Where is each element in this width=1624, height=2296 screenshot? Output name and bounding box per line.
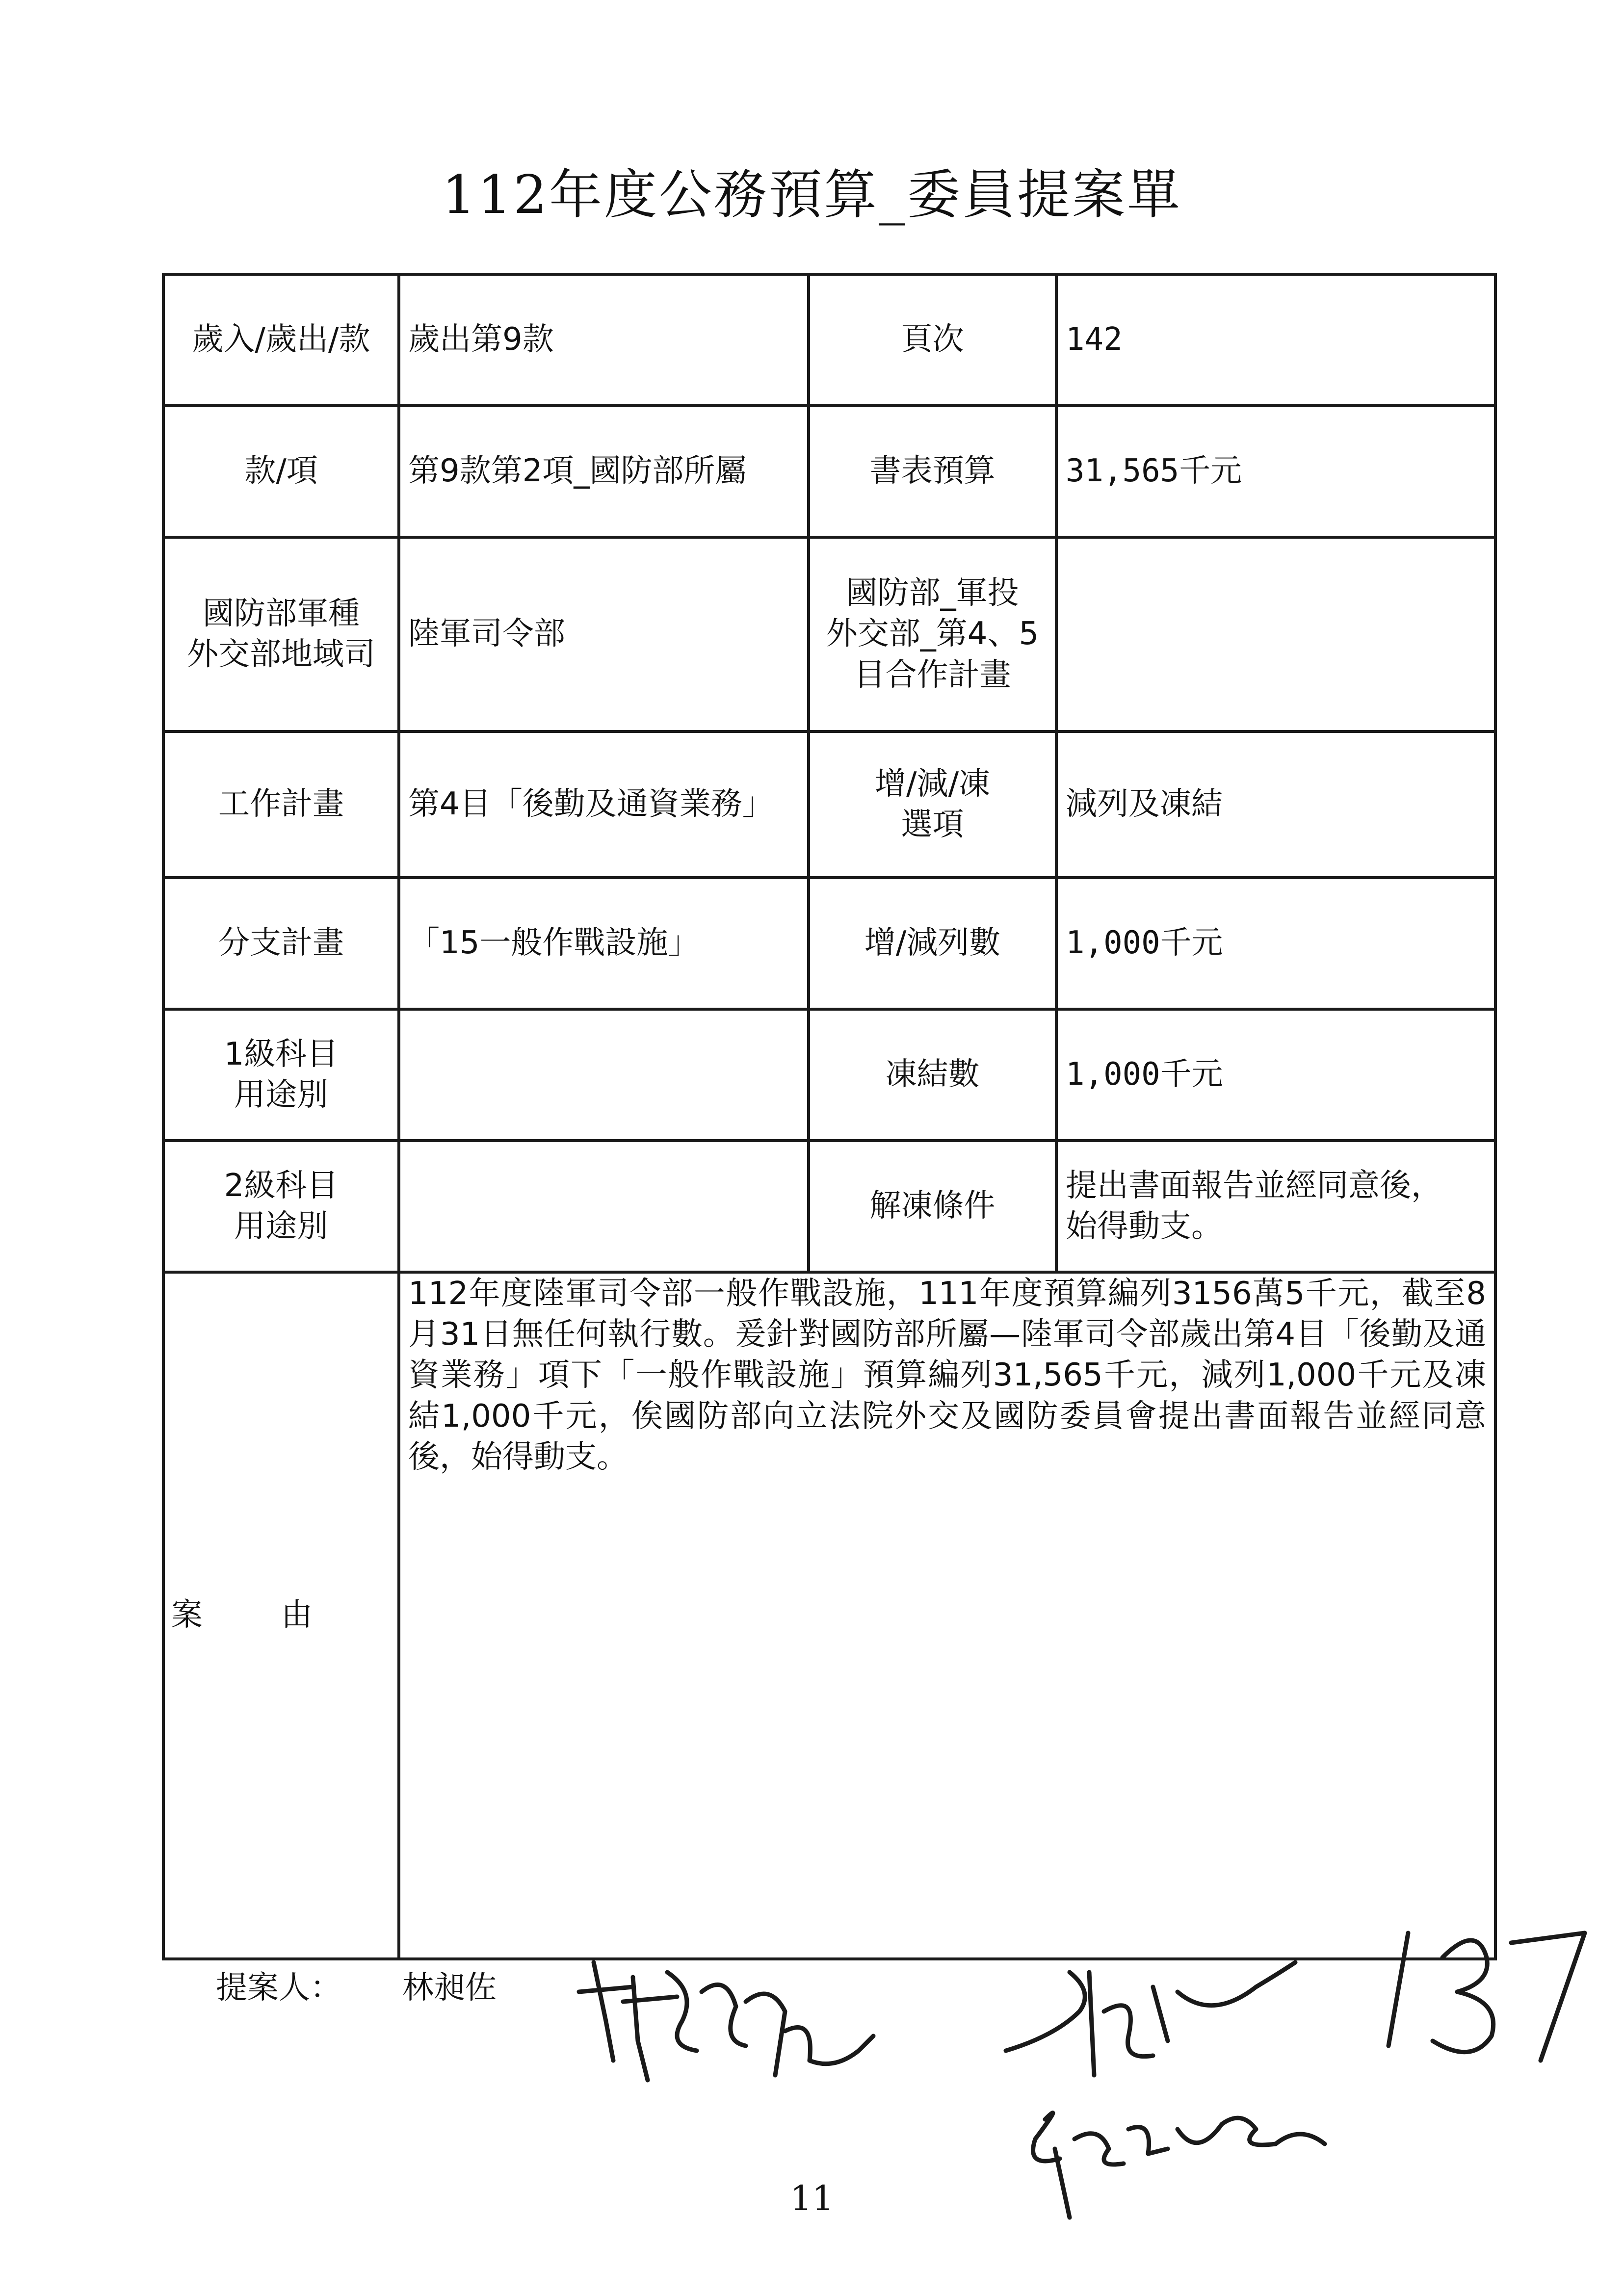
value-military-branch: 陸軍司令部 (399, 537, 809, 731)
label-book-budget: 書表預算 (809, 406, 1056, 537)
label-change-amount: 增/減列數 (809, 878, 1056, 1009)
label-reason: 案由 (163, 1272, 399, 1959)
label-unfreeze-condition: 解凍條件 (809, 1141, 1056, 1272)
label-military-branch-line2: 外交部地域司 (187, 636, 375, 673)
label-joint-plan-line3: 目合作計畫 (854, 656, 1011, 693)
label-level1-line2: 用途別 (234, 1077, 328, 1113)
value-branch-plan: 「15一般作戰設施」 (399, 878, 809, 1009)
page-title: 112年度公務預算_委員提案單 (442, 164, 1182, 226)
page-number: 11 (790, 2178, 834, 2218)
value-unfreeze-condition-line2: 始得動支。 (1066, 1208, 1223, 1245)
label-option-line2: 選項 (901, 807, 964, 843)
label-frozen-amount: 凍結數 (809, 1009, 1056, 1141)
value-unfreeze-condition-line1: 提出書面報告並經同意後， (1066, 1167, 1442, 1204)
value-item: 第9款第2項_國防部所屬 (399, 406, 809, 537)
proposer-name: 林昶佐 (402, 1970, 497, 2006)
label-branch-plan: 分支計畫 (163, 878, 399, 1009)
value-budget-type: 歲出第9款 (399, 274, 809, 406)
label-joint-plan-line2: 外交部_第4、5 (826, 616, 1039, 652)
signature-2 (1006, 1962, 1295, 2075)
value-reason: 112年度陸軍司令部一般作戰設施，111年度預算編列3156萬5千元，截至8月31日無任何執行數。爰針對國防部所屬—陸軍司令部歲出第4目「後勤及通資業務」項下「一般作戰設施」預算編列31,565千元，減列1,000千元及凍結1,000千元，俟國防部向立法院外交及國防委員會提出書面報告並經同意後，始得動支。 (399, 1272, 1495, 1959)
label-work-plan: 工作計畫 (163, 731, 399, 878)
handwritten-number-137 (1388, 1933, 1585, 2061)
value-page: 142 (1056, 274, 1495, 406)
label-level2-line1: 2級科目 (224, 1167, 339, 1204)
label-level1-line1: 1級科目 (224, 1036, 339, 1072)
label-budget-type: 歲入/歲出/款 (163, 274, 399, 406)
proposer-label: 提案人： (216, 1970, 341, 2006)
label-option-line1: 增/減/凍 (874, 765, 991, 802)
value-book-budget: 31,565千元 (1056, 406, 1495, 537)
label-level2-line2: 用途別 (234, 1208, 328, 1245)
signature-1 (579, 1962, 873, 2080)
label-military-branch-line1: 國防部軍種 (203, 595, 360, 632)
value-change-amount: 1,000千元 (1056, 878, 1495, 1009)
label-joint-plan-line1: 國防部_軍投 (846, 575, 1019, 612)
label-item: 款/項 (163, 406, 399, 537)
value-option: 減列及凍結 (1056, 731, 1495, 878)
label-page: 頁次 (809, 274, 1056, 406)
value-frozen-amount: 1,000千元 (1056, 1009, 1495, 1141)
value-work-plan: 第4目「後勤及通資業務」 (399, 731, 809, 878)
